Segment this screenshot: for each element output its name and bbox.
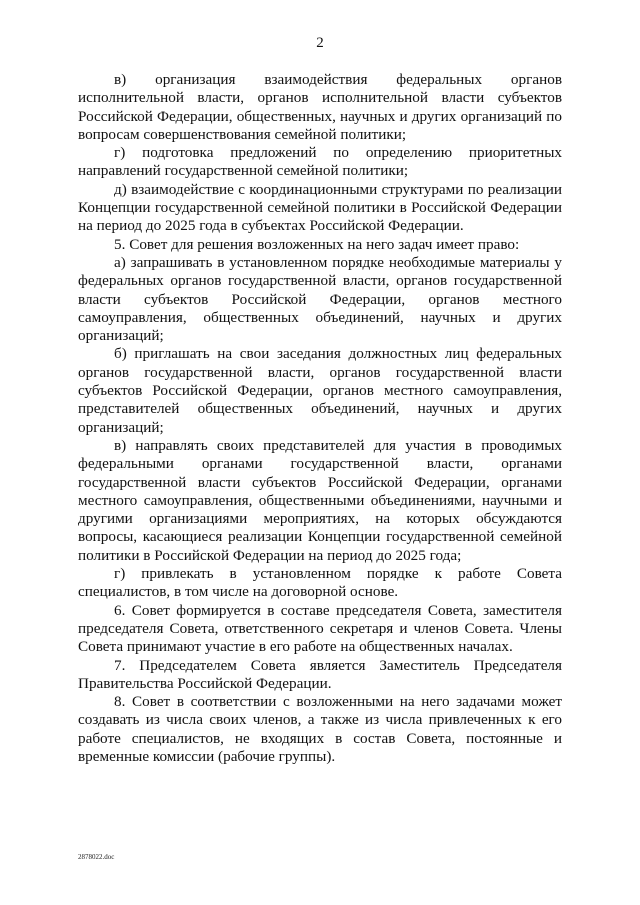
- paragraph-v-interaction: в) организация взаимодействия федеральных органов исполнительной власти, органов исполнительной власти субъектов Российской Федерации, общественных, научных и других организаций по вопросам совершенствования семейной политики;: [78, 71, 562, 143]
- paragraph-a-request-materials: а) запрашивать в установленном порядке необходимые материалы у федеральных органов государственной власти, органов государственной власти субъектов Российской Федерации, органов местного самоуправления, общественных объединений, научных и других организаций;: [78, 253, 562, 345]
- paragraph-d-coordination: д) взаимодействие с координационными структурами по реализации Концепции государственной семейной политики в Российской Федерации на период до 2025 года в субъектах Российской Федерации.: [78, 180, 562, 235]
- paragraph-v-send-representatives: в) направлять своих представителей для участия в проводимых федеральными органами государственной власти, органами государственной власти субъектов Российской Федерации, органами местного самоуправления, общественными объединениями, научными и другими организациями мероприятиях, на которых обсуждаются вопросы, касающиеся реализации Концепции государственной семейной политики в Российской Федерации на период до 2025 года;: [78, 436, 562, 564]
- paragraph-b-invite-officials: б) приглашать на свои заседания должностных лиц федеральных органов государственной власти, органов государственной власти субъектов Российской Федерации, органов местного самоуправления, представителей общественных объединений, научных и других организаций;: [78, 345, 562, 436]
- paragraph-g-engage-specialists: г) привлекать в установленном порядке к работе Совета специалистов, в том числе на договорной основе.: [78, 565, 562, 601]
- paragraph-7-chairman: 7. Председателем Совета является Заместитель Председателя Правительства Российской Федерации.: [78, 656, 562, 692]
- body-text: [78, 71, 562, 766]
- page-number: 2: [316, 35, 324, 51]
- paragraph-8-commissions: 8. Совет в соответствии с возложенными на него задачами может создавать из числа своих членов, а также из числа привлеченных к его работе специалистов, не входящих в состав Совета, постоянные и временные комиссии (рабочие группы).: [78, 693, 562, 765]
- footer-doc-code: 2878022.doc: [78, 853, 115, 861]
- paragraph-g-proposals: г) подготовка предложений по определению приоритетных направлений государственной семейной политики;: [78, 144, 562, 180]
- paragraph-6-composition: 6. Совет формируется в составе председателя Совета, заместителя председателя Совета, ответственного секретаря и членов Совета. Члены Совета принимают участие в его работе на общественных началах.: [78, 601, 562, 656]
- paragraph-5-rights: 5. Совет для решения возложенных на него задач имеет право:: [114, 235, 520, 253]
